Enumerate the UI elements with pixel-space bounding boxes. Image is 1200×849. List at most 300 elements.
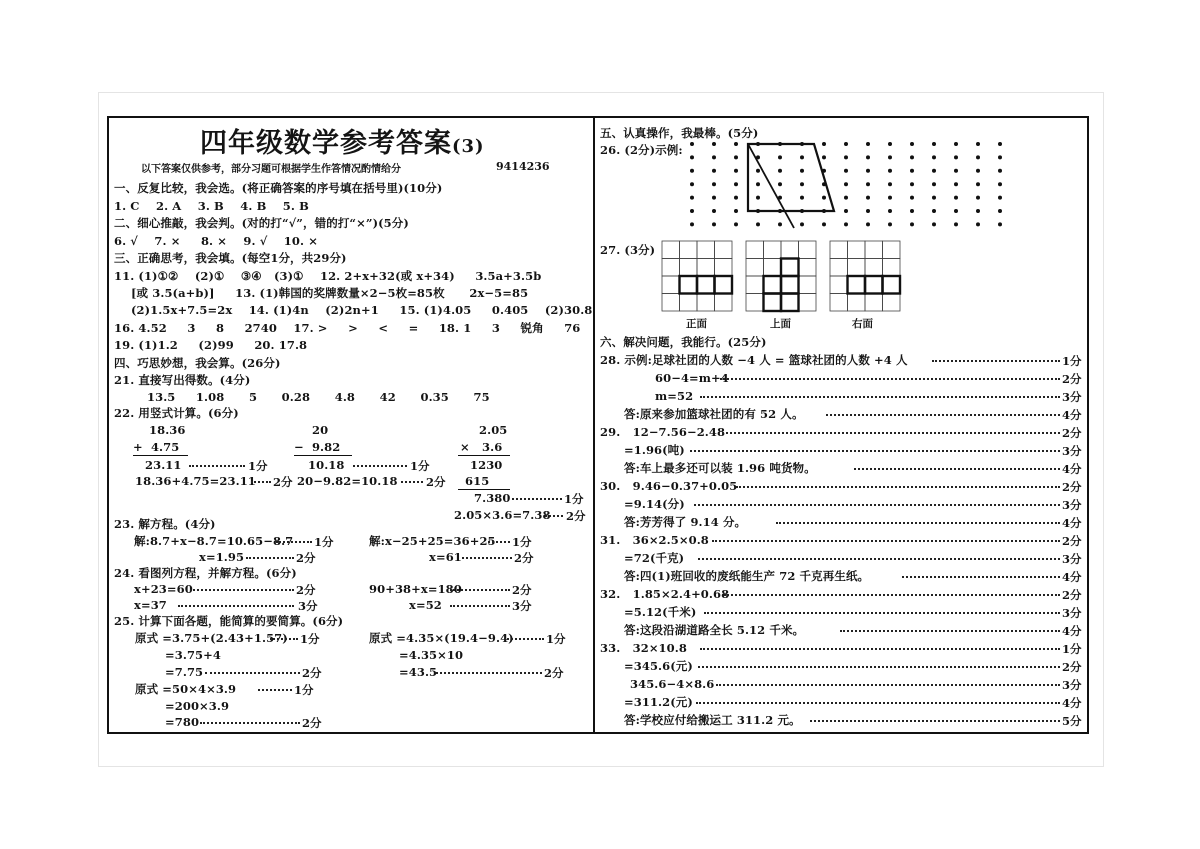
vcalc-3-equation: 2.05×3.6=7.38 [454, 508, 551, 522]
leader-dots [736, 486, 1060, 488]
leader-dots [205, 672, 300, 674]
grid-cell [662, 276, 680, 294]
vcalc-2-operand-b: − 9.82 [294, 440, 341, 454]
leader-dots [700, 396, 1060, 398]
leader-dots [353, 465, 407, 467]
grid-dot [866, 169, 870, 173]
scoring-note: 以下答案仅供参考，部分习题可根据学生作答情况酌情给分 [141, 164, 401, 175]
q24-b-step-1: 90+38+x=180 [369, 582, 462, 596]
grid-dot [998, 142, 1002, 146]
grid-cell [697, 259, 715, 277]
grid-dot [778, 182, 782, 186]
grid-cell [746, 276, 764, 294]
vcalc-3-rule [458, 455, 510, 456]
grid-dot [690, 142, 694, 146]
grid-cell [848, 241, 866, 259]
score: 2分 [514, 551, 534, 565]
grid-dot [998, 155, 1002, 159]
score: 2分 [566, 509, 586, 523]
score: 4分 [1062, 408, 1082, 422]
grid-cell [697, 276, 715, 294]
grid-dot [822, 142, 826, 146]
score: 2分 [1062, 660, 1082, 674]
leader-dots [724, 594, 1060, 596]
grid-dot [712, 169, 716, 173]
grid-cell [799, 259, 817, 277]
q33-line-2: =345.6(元) [624, 659, 693, 673]
score: 5分 [1062, 714, 1082, 728]
q25-c-step-2: =200×3.9 [165, 699, 230, 713]
leader-dots [810, 720, 1060, 722]
grid-dot [910, 209, 914, 213]
grid-dot [954, 182, 958, 186]
grid-dot [932, 169, 936, 173]
score: 2分 [1062, 534, 1082, 548]
grid-cell [799, 276, 817, 294]
view-block [781, 276, 799, 294]
grid-dot [954, 142, 958, 146]
leader-dots [504, 638, 544, 640]
vcalc-2-result: 10.18 [308, 458, 345, 472]
grid-cell [799, 294, 817, 312]
grid-cell [848, 276, 866, 294]
grid-dot [866, 182, 870, 186]
leader-dots [462, 557, 512, 559]
grid-dot [844, 155, 848, 159]
grid-dot [888, 169, 892, 173]
score: 2分 [1062, 372, 1082, 386]
grid-cell [680, 276, 698, 294]
leader-dots [436, 672, 542, 674]
q30-line-1: 30. 9.46−0.37+0.05 [600, 479, 738, 493]
grid-dot [888, 142, 892, 146]
vcalc-3-rule-2 [458, 489, 510, 490]
score: 2分 [1062, 426, 1082, 440]
grid-cell [764, 241, 782, 259]
leader-dots [902, 576, 1060, 578]
q32-line-2: =5.12(千米) [624, 605, 697, 619]
grid-dot [712, 222, 716, 226]
column-divider [593, 116, 595, 734]
grid-cell [865, 276, 883, 294]
question-22: 22. 用竖式计算。(6分) [114, 406, 239, 420]
q24-b-step-2: x=52 [409, 598, 442, 612]
grid-cell [830, 276, 848, 294]
q33-line-4: =311.2(元) [624, 695, 693, 709]
question-21-answers: 13.5 1.08 5 0.28 4.8 42 0.35 75 [147, 390, 490, 404]
grid-dot [778, 169, 782, 173]
q25-a-step-1: 原式 =3.75+(2.43+1.57) [135, 631, 288, 645]
view-block [781, 259, 799, 277]
section-3-line-5: 19. (1)1.2 (2)99 20. 17.8 [114, 338, 308, 352]
leader-dots [932, 360, 1060, 362]
grid-dot [822, 155, 826, 159]
grid-cell [680, 241, 698, 259]
q31-line-2: =72(千克) [624, 551, 685, 565]
grid-cell [865, 241, 883, 259]
grid-dot [712, 182, 716, 186]
grid-dot [756, 222, 760, 226]
q30-line-2: =9.14(分) [624, 497, 685, 511]
leader-dots [840, 630, 1060, 632]
score: 3分 [1062, 552, 1082, 566]
grid-dot [998, 196, 1002, 200]
view-block [697, 276, 715, 294]
grid-dot [910, 196, 914, 200]
score: 1分 [410, 459, 430, 473]
q32-line-1: 32. 1.85×2.4+0.68 [600, 587, 730, 601]
view-block [680, 276, 698, 294]
grid-cell [764, 259, 782, 277]
section-3-line-1: 11. (1)①② (2)① ③④ (3)① 12. 2+x+32(或 x+34) 3.5a+3.5b [114, 269, 542, 283]
q30-answer: 答:芳芳得了 9.14 分。 [624, 515, 747, 529]
grid-dot [888, 155, 892, 159]
grid-dot [756, 169, 760, 173]
grid-cell [746, 294, 764, 312]
vcalc-3-operand-a: 2.05 [479, 423, 508, 437]
grid-cell [662, 241, 680, 259]
leader-dots [698, 558, 1060, 560]
score: 1分 [546, 632, 566, 646]
score: 2分 [302, 716, 322, 730]
grid-dot [866, 142, 870, 146]
view-block [715, 276, 733, 294]
section-3-line-4: 16. 4.52 3 8 2740 17. > > < = 18. 1 3 锐角 76 [114, 321, 581, 335]
grid-dot [866, 196, 870, 200]
vcalc-3-partial-1: 1230 [470, 458, 503, 472]
score: 1分 [248, 459, 268, 473]
grid-cell [781, 259, 799, 277]
section-1-answers: 1. C 2. A 3. B 4. B 5. B [114, 199, 309, 213]
vcalc-3-result: 7.380 [474, 491, 511, 505]
question-27: 27. (3分) [600, 243, 656, 257]
leader-dots [854, 468, 1060, 470]
leader-dots [178, 605, 294, 607]
score: 3分 [512, 599, 532, 613]
q25-b-step-1: 原式 =4.35×(19.4−9.4) [369, 631, 514, 645]
right-view-label: 右面 [852, 318, 873, 330]
grid-dot [844, 182, 848, 186]
three-views-figure [660, 240, 920, 318]
grid-dot [800, 169, 804, 173]
grid-dot [712, 155, 716, 159]
score: 4分 [1062, 696, 1082, 710]
q23-b-step-1: 解:x−25+25=36+25 [369, 534, 496, 548]
grid-dot [976, 142, 980, 146]
q23-b-step-2: x=61 [429, 550, 462, 564]
grid-dot [756, 196, 760, 200]
parallelogram-shape [748, 144, 834, 211]
leader-dots [488, 541, 510, 543]
score: 1分 [1062, 354, 1082, 368]
q29-line-2: =1.96(吨) [624, 443, 685, 457]
q25-c-step-1: 原式 =50×4×3.9 [135, 682, 237, 696]
leader-dots [694, 504, 1060, 506]
vcalc-3-operand-b: × 3.6 [460, 440, 503, 454]
leader-dots [700, 648, 1060, 650]
question-26: 26. (2分)示例: [600, 143, 683, 157]
grid-dot [998, 182, 1002, 186]
grid-dot [976, 209, 980, 213]
grid-cell [848, 259, 866, 277]
score: 1分 [314, 535, 334, 549]
grid-dot [822, 196, 826, 200]
grid-dot [998, 209, 1002, 213]
score: 3分 [1062, 444, 1082, 458]
grid-cell [746, 241, 764, 259]
leader-dots [716, 684, 1060, 686]
view-block [883, 276, 901, 294]
leader-dots [776, 522, 1060, 524]
leader-dots [696, 702, 1060, 704]
question-25: 25. 计算下面各题，能简算的要简算。(6分) [114, 614, 344, 628]
section-3-heading: 三、正确思考，我会填。(每空1分，共29分) [114, 251, 347, 265]
document-code: 9414236 [496, 160, 550, 173]
dot-grid [690, 142, 1002, 226]
q25-b-step-3: =43.5 [399, 665, 438, 679]
grid-dot [734, 169, 738, 173]
grid-cell [830, 241, 848, 259]
grid-dot [844, 169, 848, 173]
vcalc-2-operand-a: 20 [312, 423, 329, 437]
grid-cell [799, 241, 817, 259]
top-view-label: 上面 [770, 318, 791, 330]
grid-cell [830, 294, 848, 312]
section-5-heading: 五、认真操作，我最棒。(5分) [600, 126, 759, 140]
grid-cell [883, 276, 901, 294]
score: 3分 [298, 599, 318, 613]
grid-dot [910, 222, 914, 226]
score: 3分 [1062, 390, 1082, 404]
q28-answer: 答:原来参加篮球社团的有 52 人。 [624, 407, 804, 421]
score: 1分 [564, 492, 584, 506]
grid-cell [715, 294, 733, 312]
q28-line-1: 28. 示例:足球社团的人数 −4 人 = 篮球社团的人数 +4 人 [600, 353, 908, 367]
score: 2分 [1062, 588, 1082, 602]
section-4-heading: 四、巧思妙想，我会算。(26分) [114, 356, 281, 370]
grid-dot [734, 196, 738, 200]
view-block [781, 294, 799, 312]
grid-dot [844, 209, 848, 213]
leader-dots [720, 378, 1060, 380]
leader-dots [826, 414, 1060, 416]
grid-dot [690, 169, 694, 173]
leader-dots [189, 465, 245, 467]
grid-cell [746, 259, 764, 277]
section-6-heading: 六、解决问题，我能行。(25分) [600, 335, 767, 349]
grid-dot [756, 182, 760, 186]
grid-dot [822, 222, 826, 226]
grid-dot [932, 142, 936, 146]
section-2-answers: 6. √ 7. × 8. × 9. √ 10. × [114, 234, 318, 248]
leader-dots [512, 498, 562, 500]
section-2-heading: 二、细心推敲，我会判。(对的打“√”，错的打“×”)(5分) [114, 216, 409, 230]
leader-dots [450, 589, 510, 591]
q25-b-step-2: =4.35×10 [399, 648, 464, 662]
grid-cell [848, 294, 866, 312]
leader-dots [276, 541, 312, 543]
grid-dot [734, 222, 738, 226]
grid-dot [734, 142, 738, 146]
vcalc-1-result: 23.11 [145, 458, 182, 472]
question-21: 21. 直接写出得数。(4分) [114, 373, 251, 387]
q33-answer: 答:学校应付给搬运工 311.2 元。 [624, 713, 801, 727]
q31-answer: 答:四(1)班回收的废纸能生产 72 千克再生纸。 [624, 569, 870, 583]
grid-dot [778, 222, 782, 226]
vcalc-3-partial-2: 615 [465, 474, 490, 488]
grid-dot [932, 182, 936, 186]
q33-line-3: 345.6−4×8.6 [630, 677, 715, 691]
q23-a-step-2: x=1.95 [199, 550, 245, 564]
grid-cell [781, 241, 799, 259]
score: 2分 [296, 583, 316, 597]
vcalc-2-rule [294, 455, 352, 456]
score: 2分 [296, 551, 316, 565]
q24-a-step-2: x=37 [134, 598, 167, 612]
grid-cell [697, 241, 715, 259]
score: 4分 [1062, 570, 1082, 584]
score: 3分 [1062, 606, 1082, 620]
q28-line-2: 60−4=m+4 [655, 371, 729, 385]
grid-cell [781, 294, 799, 312]
grid-dot [844, 222, 848, 226]
vcalc-2-equation: 20−9.82=10.18 [297, 474, 398, 488]
question-23: 23. 解方程。(4分) [114, 517, 216, 531]
section-1-heading: 一、反复比较，我会选。(将正确答案的序号填在括号里)(10分) [114, 181, 443, 195]
vcalc-1-equation: 18.36+4.75=23.11 [135, 474, 256, 488]
grid-dot [800, 196, 804, 200]
grid-dot [932, 209, 936, 213]
grid-dot [976, 169, 980, 173]
grid-dot [866, 155, 870, 159]
grid-dot [954, 169, 958, 173]
score: 2分 [302, 666, 322, 680]
grid-cell [715, 241, 733, 259]
leader-dots [401, 481, 423, 483]
leader-dots [450, 605, 510, 607]
leader-dots [258, 689, 292, 691]
grid-cell [680, 294, 698, 312]
grid-dot [690, 209, 694, 213]
grid-dot [734, 155, 738, 159]
q32-answer: 答:这段沿湖道路全长 5.12 千米。 [624, 623, 805, 637]
grid-dot [954, 222, 958, 226]
q25-a-step-2: =3.75+4 [165, 648, 221, 662]
grid-dot [800, 155, 804, 159]
grid-dot [910, 142, 914, 146]
score: 3分 [1062, 678, 1082, 692]
q24-a-step-1: x+23=60 [134, 582, 193, 596]
vcalc-1-operand-b: + 4.75 [133, 440, 180, 454]
grid-dot [954, 209, 958, 213]
grid-dot [976, 155, 980, 159]
grid-dot [954, 196, 958, 200]
grid-dot [712, 142, 716, 146]
grid-cell [883, 294, 901, 312]
grid-dot [888, 222, 892, 226]
grid-dot [866, 209, 870, 213]
grid-dot [800, 182, 804, 186]
grid-dot [932, 222, 936, 226]
question-24: 24. 看图列方程，并解方程。(6分) [114, 566, 297, 580]
score: 1分 [294, 683, 314, 697]
grid-dot [888, 196, 892, 200]
score: 1分 [1062, 642, 1082, 656]
q25-c-step-3: =780 [165, 715, 200, 729]
grid-dot [712, 196, 716, 200]
grid-cell [715, 276, 733, 294]
view-block [865, 276, 883, 294]
grid-dot [734, 182, 738, 186]
grid-dot [976, 222, 980, 226]
view-grids [662, 241, 900, 311]
front-view-label: 正面 [686, 318, 707, 330]
vcalc-1-rule [133, 455, 188, 456]
leader-dots [190, 589, 294, 591]
q28-line-3: m=52 [655, 389, 694, 403]
grid-cell [830, 259, 848, 277]
score: 3分 [1062, 498, 1082, 512]
section-3-line-2: [或 3.5(a+b)] 13. (1)韩国的奖牌数量×2−5枚=85枚 2x−5=85 [131, 286, 529, 300]
grid-dot [888, 182, 892, 186]
leader-dots [690, 450, 1060, 452]
leader-dots [698, 666, 1060, 668]
grid-cell [715, 259, 733, 277]
diagonal-cut-line [748, 144, 794, 228]
grid-cell [865, 294, 883, 312]
grid-cell [865, 259, 883, 277]
grid-dot [910, 182, 914, 186]
grid-cell [680, 259, 698, 277]
grid-dot [734, 209, 738, 213]
grid-dot [932, 196, 936, 200]
grid-dot [910, 169, 914, 173]
grid-cell [883, 241, 901, 259]
score: 2分 [273, 475, 293, 489]
score: 1分 [300, 632, 320, 646]
score: 4分 [1062, 462, 1082, 476]
vcalc-1-operand-a: 18.36 [149, 423, 186, 437]
section-3-line-3: (2)1.5x+7.5=2x 14. (1)4n (2)2n+1 15. (1)4.05 0.405 (2)30.8 [131, 303, 593, 317]
grid-dot [954, 155, 958, 159]
grid-cell [662, 294, 680, 312]
score: 2分 [544, 666, 564, 680]
grid-dot [888, 209, 892, 213]
q29-line-1: 29. 12−7.56−2.48 [600, 425, 726, 439]
leader-dots [712, 540, 1060, 542]
leader-dots [246, 557, 294, 559]
leader-dots [704, 612, 1060, 614]
grid-dot [844, 142, 848, 146]
leader-dots [722, 432, 1060, 434]
grid-dot [844, 196, 848, 200]
grid-dot [866, 222, 870, 226]
grid-cell [764, 276, 782, 294]
score: 2分 [426, 475, 446, 489]
grid-dot [998, 222, 1002, 226]
dot-grid-figure [680, 134, 1030, 234]
leader-dots [251, 481, 271, 483]
grid-dot [690, 196, 694, 200]
leader-dots [270, 638, 298, 640]
score: 4分 [1062, 624, 1082, 638]
q29-answer: 答:车上最多还可以装 1.96 吨货物。 [624, 461, 816, 475]
grid-dot [690, 155, 694, 159]
score: 1分 [512, 535, 532, 549]
grid-dot [778, 155, 782, 159]
grid-cell [764, 294, 782, 312]
leader-dots [200, 722, 300, 724]
